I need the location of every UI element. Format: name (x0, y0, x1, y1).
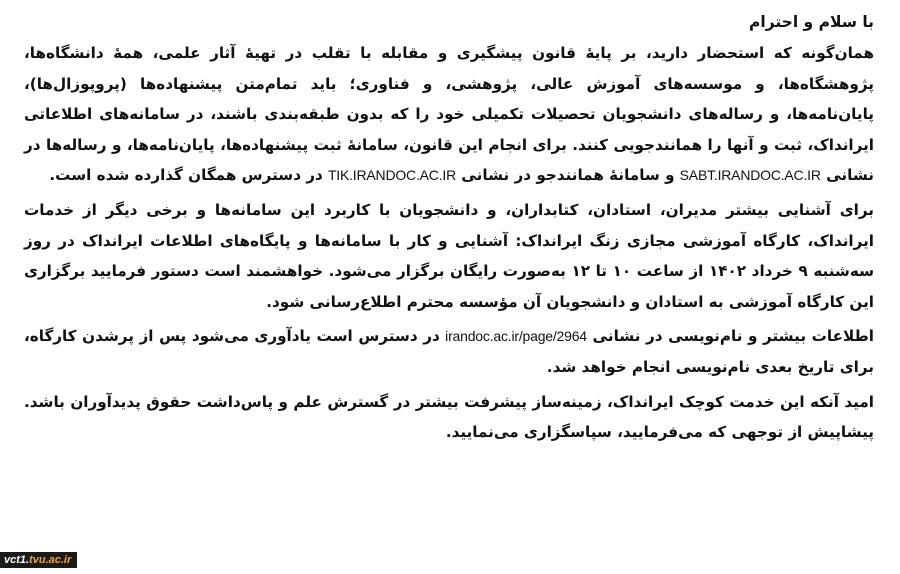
link-sabt[interactable]: SABT.IRANDOC.AC.IR (679, 167, 821, 184)
link-tik[interactable]: TIK.IRANDOC.AC.IR (327, 167, 456, 184)
paragraph-closing: امید آنکه این خدمت کوچک ایرانداک، زمینه‌ساز پیشرفت بیشتر در گسترش علم و پاس‌داشت حقوق پدیدآوران باشد. پیشاپیش از توجهی که می‌فرمایید، سپاسگزاری می‌نمایید. (24, 392, 874, 442)
letter-body (24, 10, 874, 554)
paragraph-registration (24, 321, 874, 382)
paragraph-law-mid: و سامانهٔ همانندجو در نشانی (461, 166, 675, 185)
paragraph-registration-start: اطلاعات بیشتر و نام‌نویسی در نشانی (592, 327, 874, 346)
paragraph-law-end: در دسترس همگان گذارده شده است. (49, 166, 323, 185)
watermark-prefix: vct1. (4, 554, 30, 566)
greeting: با سلام و احترام (749, 13, 874, 31)
paragraph-registration-end: در دسترس است یادآوری می‌شود پس از پرشدن کارگاه، برای تاریخ بعدی نام‌نویسی انجام خواهد شد. (24, 327, 874, 376)
link-registration[interactable]: irandoc.ac.ir/page/2964 (445, 328, 587, 345)
watermark-domain: tvu.ac.ir (29, 554, 72, 566)
watermark-badge (0, 552, 77, 568)
paragraph-workshop: برای آشنایی بیشتر مدیران، استادان، کتابداران، و دانشجویان با کاربرد این سامانه‌ها و برخی دیگر از خدمات ایرانداک، کارگاه آموزشی مجازی زنگ ایرانداک: آشنایی و کار با سامانه‌ها و پایگاه‌های اطلاعات ایرانداک در روز سه‌شنبه ۹ خرداد ۱۴۰۲ از ساعت ۱۰ تا ۱۲ به‌صورت رایگان برگزار می‌شود. خواهشمند است دستور فرمایید برگزاری این کارگاه آموزشی به استادان و دانشجویان آن مؤسسه محترم اطلاع‌رسانی شود. (24, 200, 875, 311)
paragraph-law-text: همان‌گونه که استحضار دارید، بر پایهٔ قانون پیشگیری و مقابله با تقلب در تهیهٔ آثار علمی، همهٔ دانشگاه‌ها، پژوهشگاه‌ها، و موسسه‌های آموزش عالی، پژوهشی، و فناوری؛ باید تمام‌متن پیشنهاده‌ها (پروپوزال‌ها)، پایان‌نامه‌ها، و رساله‌های دانشجویان تحصیلات تکمیلی خود را که بدون طبقه‌بندی باشند، در سامانه‌های اطلاعاتی ایرانداک، ثبت و آنها را همانندجویی کنند. برای انجام این قانون، سامانهٔ ثبت پیشنهاده‌ها، پایان‌نامه‌ها، و رساله‌ها در نشانی (24, 44, 874, 185)
paragraph-law (24, 38, 874, 191)
